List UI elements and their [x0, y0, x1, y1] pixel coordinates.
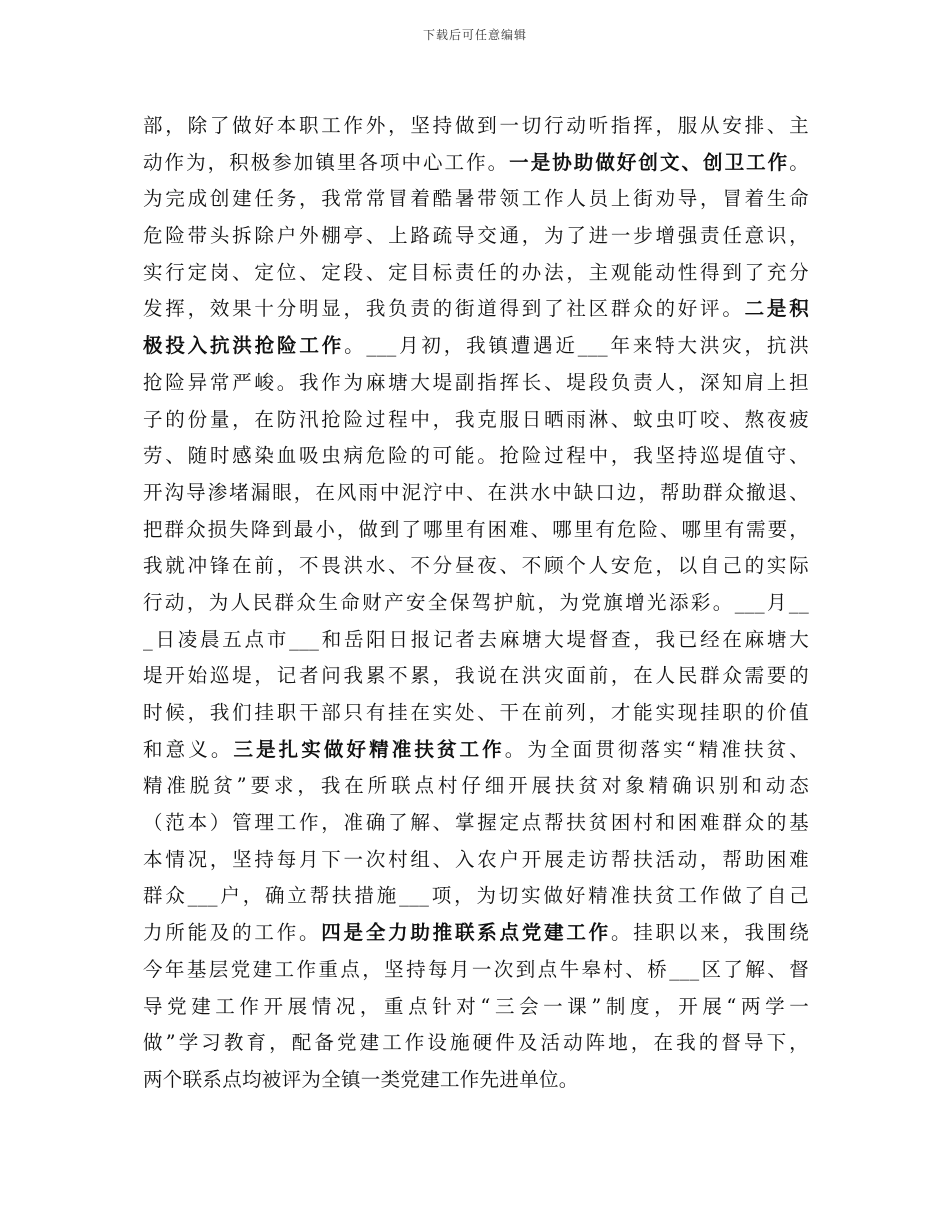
text-line — [143, 842, 809, 879]
text-segment: 本情况，坚持每月下一次村组、入农户开展走访帮扶活动，帮助困难 — [143, 847, 809, 871]
text-line — [143, 732, 809, 769]
text-line — [143, 145, 809, 182]
text-line — [143, 512, 809, 549]
text-segment: 实行定岗、定位、定段、定目标责任的办法，主观能动性得到了充分 — [143, 260, 809, 284]
text-segment: 。为全面贯彻落实“精准扶贫、 — [504, 737, 809, 761]
text-segment: 抢险异常严峻。我作为麻塘大堤副指挥长、堤段负责人，深知肩上担 — [143, 370, 809, 394]
text-line — [143, 365, 809, 402]
text-segment: 今年基层党建工作重点，坚持每月一次到点牛皋村、桥___区了解、督 — [143, 957, 809, 981]
document-body — [143, 108, 809, 1099]
text-line — [143, 548, 809, 585]
text-segment: 危险带头拆除户外棚亭、上路疏导交通，为了进一步增强责任意识， — [143, 224, 809, 248]
text-segment: 部，除了做好本职工作外，坚持做到一切行动听指挥，服从安排、主 — [143, 114, 809, 137]
bold-heading-segment: 四是全力助推联系点党建工作 — [321, 921, 611, 945]
text-line — [143, 768, 809, 805]
text-line — [143, 622, 809, 659]
text-segment: 行动，为人民群众生命财产安全保驾护航，为党旗增光添彩。___月__ — [143, 590, 809, 614]
text-line — [143, 805, 809, 842]
text-segment: 发挥，效果十分明显，我负责的街道得到了社区群众的好评。 — [143, 297, 745, 321]
text-segment: 导党建工作开展情况，重点针对“三会一课”制度，开展“两学一 — [143, 994, 809, 1018]
text-segment: 。___月初，我镇遭遇近___年来特大洪灾，抗洪 — [344, 334, 809, 358]
text-line — [143, 255, 809, 292]
text-segment: 时候，我们挂职干部只有挂在实处、干在前列，才能实现挂职的价值 — [143, 701, 809, 724]
text-line — [143, 328, 809, 365]
text-segment: 群众___户，确立帮扶措施___项，为切实做好精准扶贫工作做了自己 — [143, 884, 809, 908]
text-line — [143, 402, 809, 439]
text-segment: 两个联系点均被评为全镇一类党建工作先进单位。 — [143, 1067, 579, 1091]
text-segment: 和意义。 — [143, 737, 234, 761]
text-line — [143, 658, 809, 695]
text-segment: 。挂职以来，我围绕 — [610, 921, 809, 945]
text-segment: 子的份量，在防汛抢险过程中，我克服日晒雨淋、蚊虫叮咬、熬夜疲 — [143, 407, 809, 431]
bold-heading-segment: 极投入抗洪抢险工作 — [143, 334, 345, 358]
text-segment: （范本）管理工作，准确了解、掌握定点帮扶贫困村和困难群众的基 — [143, 811, 809, 835]
text-segment: 精准脱贫”要求，我在所联点村仔细开展扶贫对象精确识别和动态 — [143, 774, 809, 798]
text-line — [143, 475, 809, 512]
bold-heading-segment: 二是积 — [744, 297, 809, 321]
text-segment: 劳、随时感染血吸虫病危险的可能。抢险过程中，我坚持巡堤值守、 — [143, 444, 809, 468]
text-line — [143, 438, 809, 475]
text-segment: 堤开始巡堤，记者问我累不累，我说在洪灾面前，在人民群众需要的 — [143, 664, 809, 688]
text-line — [143, 915, 809, 952]
text-segment: 为完成创建任务，我常常冒着酷暑带领工作人员上街劝导，冒着生命 — [143, 187, 809, 211]
text-line — [143, 989, 809, 1026]
text-line — [143, 878, 809, 915]
text-segment: 力所能及的工作。 — [143, 921, 322, 945]
text-line — [143, 952, 809, 989]
bold-heading-segment: 三是扎实做好精准扶贫工作 — [233, 737, 505, 761]
text-segment: 我就冲锋在前，不畏洪水、不分昼夜、不顾个人安危，以自己的实际 — [143, 554, 809, 578]
text-line — [143, 291, 809, 328]
text-line — [143, 585, 809, 622]
text-segment: 开沟导渗堵漏眼，在风雨中泥泞中、在洪水中缺口边，帮助群众撤退、 — [143, 480, 809, 504]
text-line — [143, 1025, 809, 1062]
text-segment: 动作为，积极参加镇里各项中心工作。 — [143, 150, 510, 174]
text-segment: 把群众损失降到最小，做到了哪里有困难、哪里有危险、哪里有需要， — [143, 517, 809, 541]
text-line — [143, 181, 809, 218]
text-segment: 。 — [789, 150, 809, 174]
bold-heading-segment: 一是协助做好创文、创卫工作 — [509, 150, 790, 174]
text-segment: 做”学习教育，配备党建工作设施硬件及活动阵地，在我的督导下， — [143, 1031, 809, 1055]
text-segment: _日凌晨五点市___和岳阳日报记者去麻塘大堤督查，我已经在麻塘大 — [143, 627, 809, 651]
text-line — [143, 218, 809, 255]
text-line — [143, 1062, 809, 1099]
page-header: 下载后可任意编辑 — [422, 28, 527, 42]
text-line — [143, 695, 809, 732]
text-line — [143, 108, 809, 145]
